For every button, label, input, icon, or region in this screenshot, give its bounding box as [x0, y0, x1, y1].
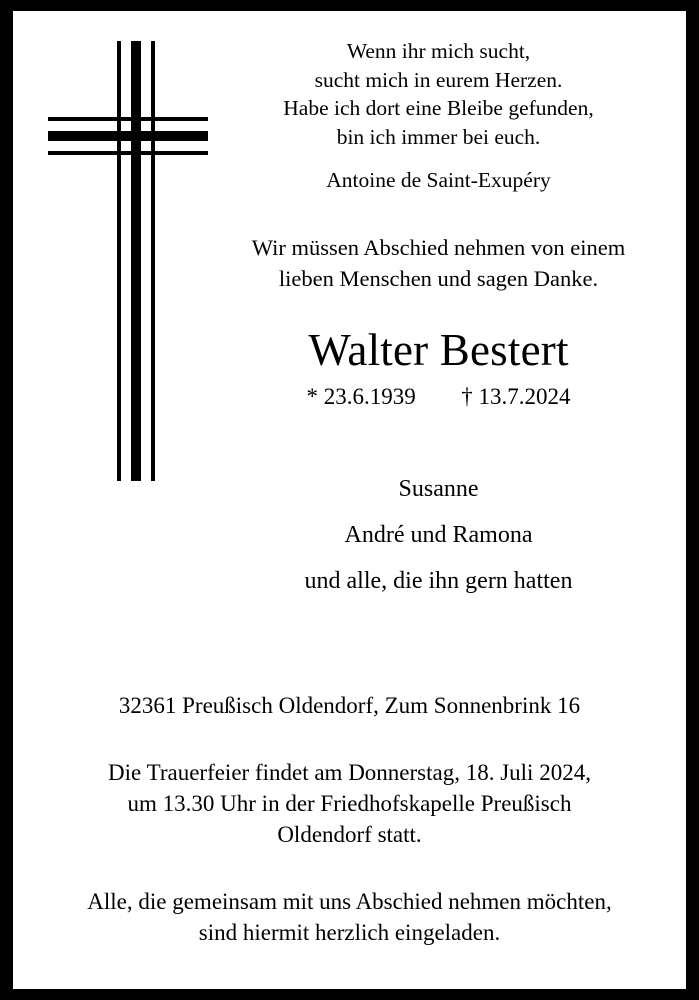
ceremony-line-2: um 13.30 Uhr in der Friedhofskapelle Preußisch	[127, 791, 572, 816]
family-list	[203, 466, 674, 604]
ceremony-info	[41, 757, 658, 850]
poem	[203, 37, 674, 151]
birth-date: * 23.6.1939	[306, 384, 416, 409]
death-date: † 13.7.2024	[461, 384, 571, 409]
invitation-note	[41, 886, 658, 948]
poem-line-3: Habe ich dort eine Bleibe gefunden,	[283, 96, 594, 120]
address: 32361 Preußisch Oldendorf, Zum Sonnenbrink 16	[118, 693, 581, 718]
ceremony-line-1: Die Trauerfeier findet am Donnerstag, 18. Juli 2024,	[108, 760, 591, 785]
invitation-line-2: sind hiermit herzlich eingeladen.	[198, 920, 501, 945]
poem-line-2: sucht mich in eurem Herzen.	[314, 67, 563, 92]
deceased-name: Walter Bestert	[308, 325, 569, 375]
family-member-1: Susanne	[398, 476, 479, 502]
invitation-line-1: Alle, die gemeinsam mit uns Abschied nehmen möchten,	[87, 889, 612, 914]
poem-author: Antoine de Saint-Exupéry	[326, 168, 551, 192]
life-dates	[203, 382, 674, 412]
family-member-2: André und Ramona	[344, 522, 533, 548]
obituary-card	[13, 11, 686, 989]
christian-cross-icon	[35, 41, 195, 481]
farewell-line-1: Wir müssen Abschied nehmen von einem	[251, 235, 626, 260]
service-details	[41, 691, 658, 948]
poem-line-1: Wenn ihr mich sucht,	[346, 39, 531, 63]
poem-line-4: bin ich immer bei euch.	[336, 124, 541, 149]
memorial-text-block	[203, 37, 674, 412]
farewell-line-2: lieben Menschen und sagen Danke.	[278, 266, 599, 291]
family-member-3: und alle, die ihn gern hatten	[304, 568, 573, 594]
farewell-message	[203, 232, 674, 294]
ceremony-line-3: Oldendorf statt.	[277, 822, 422, 847]
